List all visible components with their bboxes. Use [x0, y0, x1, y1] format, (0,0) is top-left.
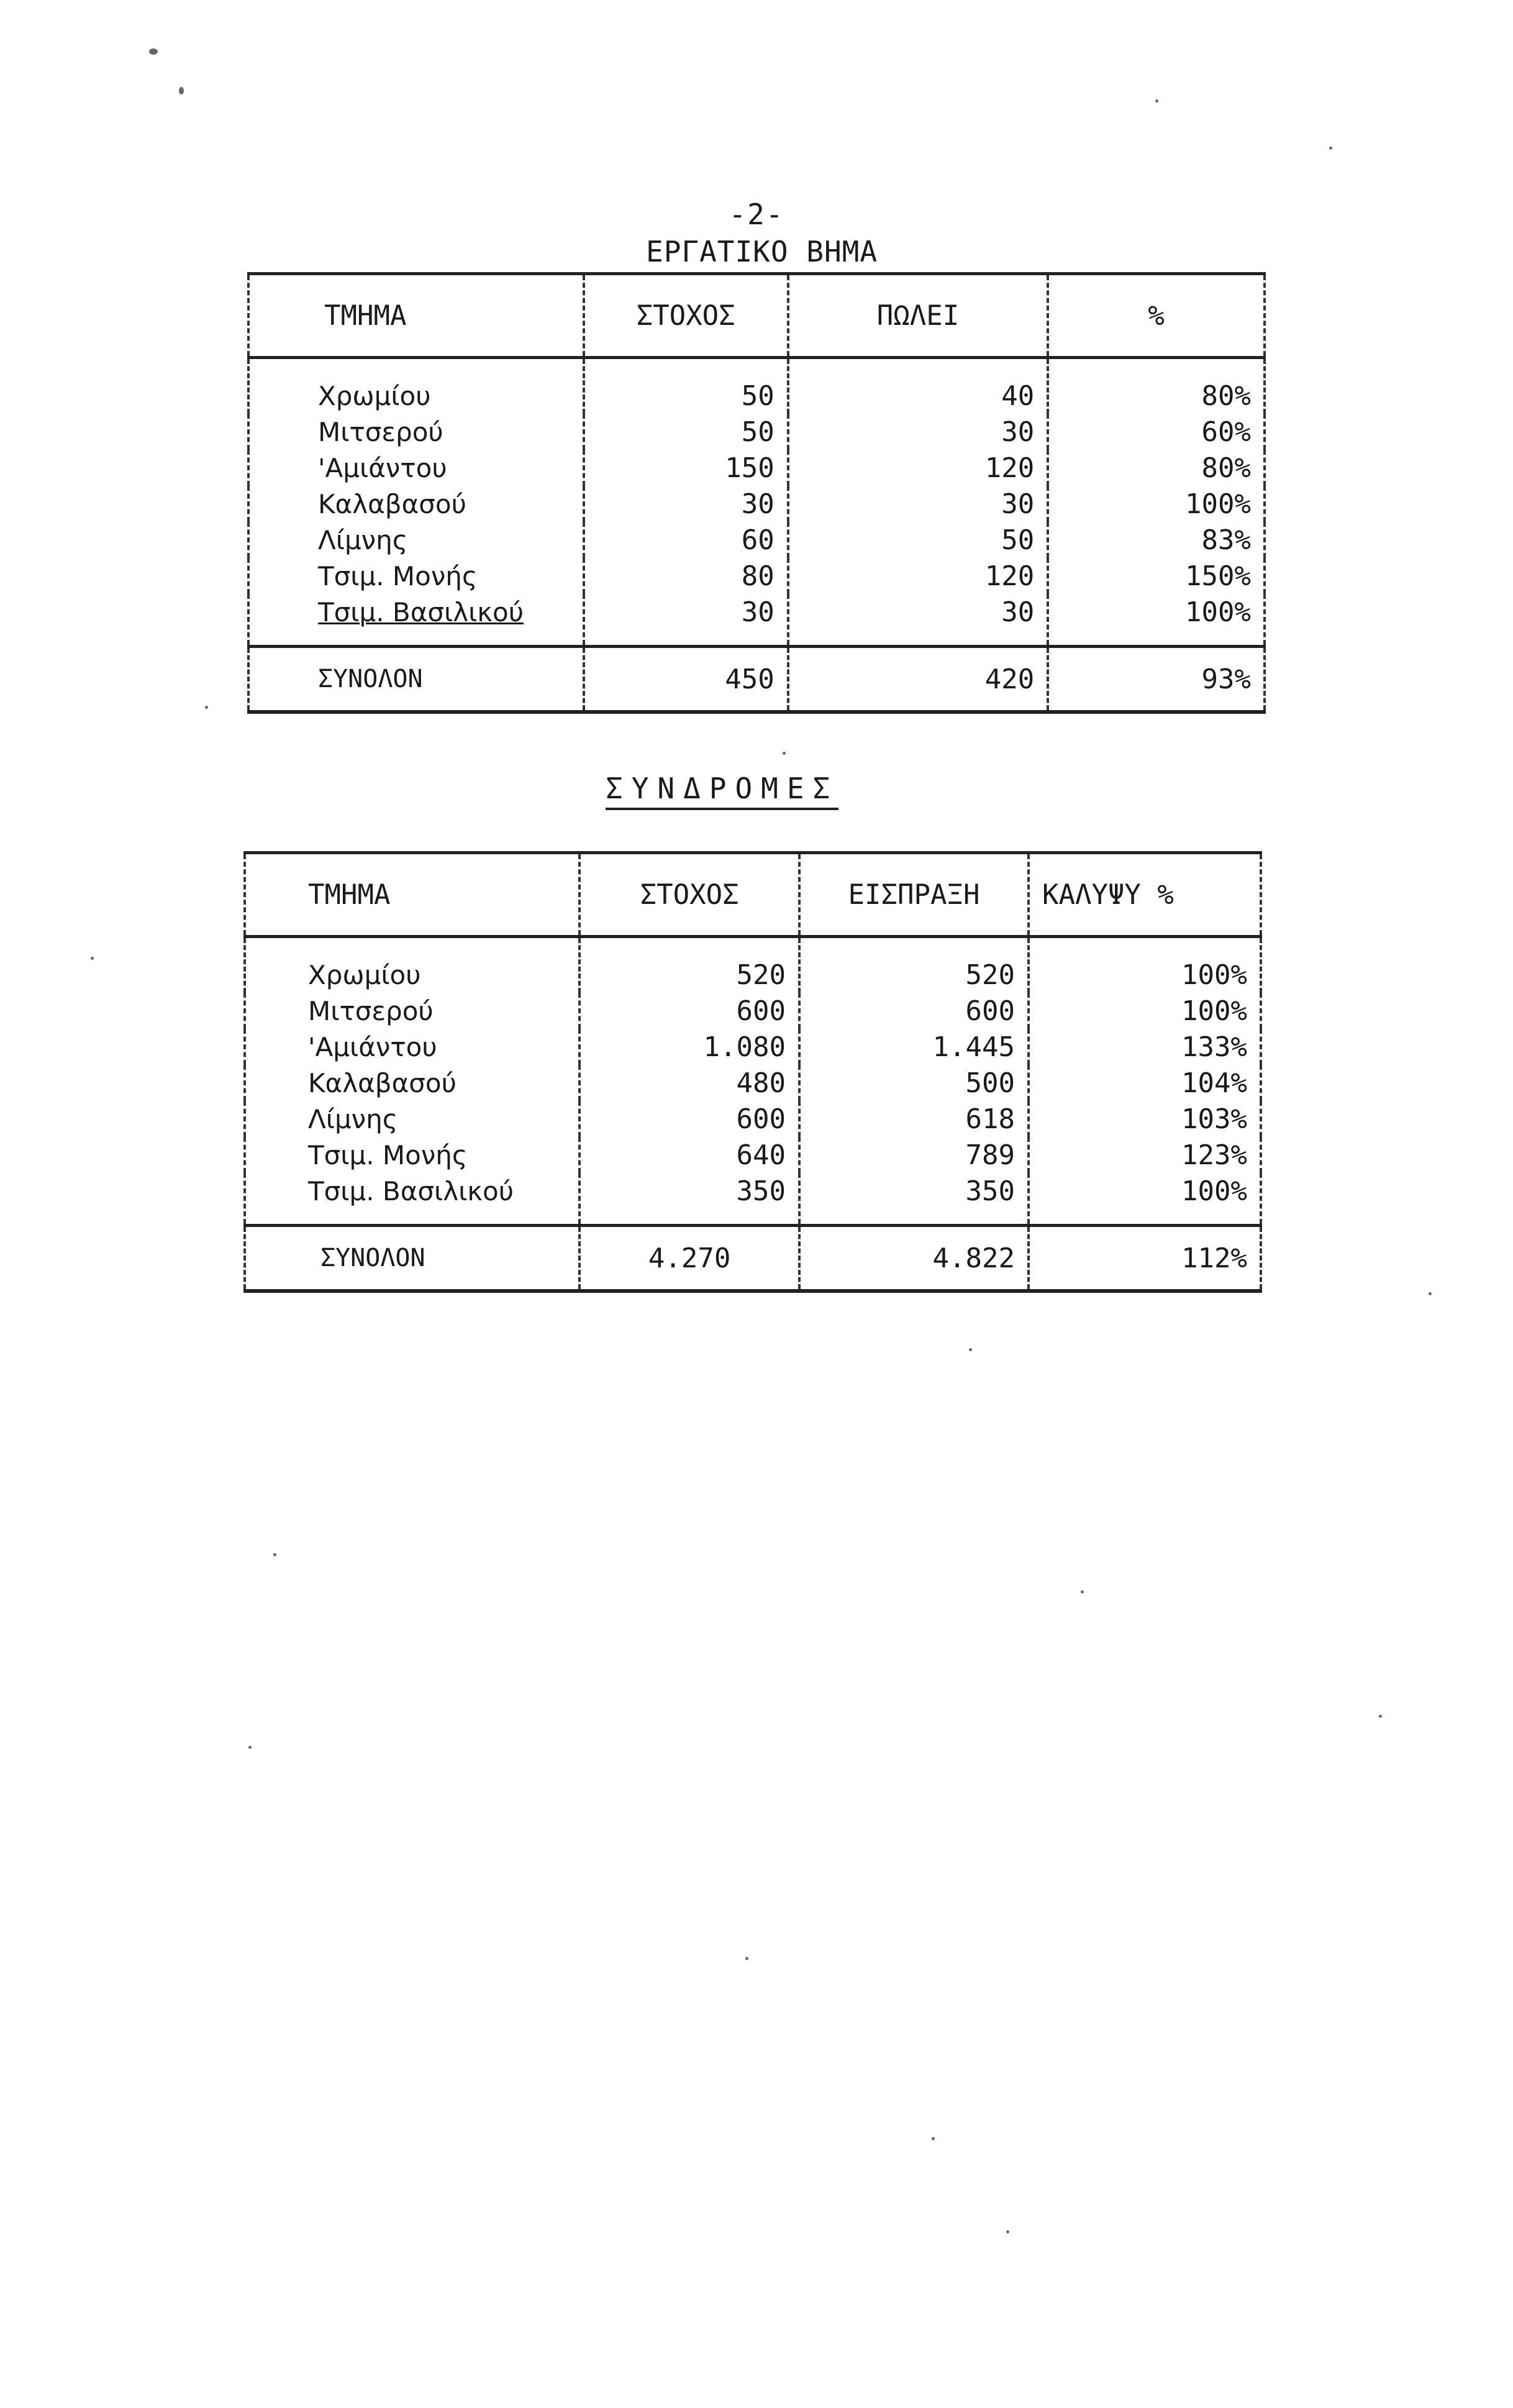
scan-speck: [248, 1746, 252, 1749]
table-syndromes: [243, 851, 1262, 1293]
row-target: 640: [579, 1137, 799, 1173]
row-sold: 30: [788, 414, 1048, 450]
row-label: Τσιμ. Βασιλικού: [245, 1173, 579, 1226]
row-coverage: 133%: [1029, 1029, 1261, 1065]
scan-speck: [1081, 1590, 1084, 1594]
row-target: 520: [579, 937, 799, 993]
row-target: 150: [584, 450, 788, 486]
header-stoxos: ΣΤΟΧΟΣ: [579, 853, 799, 937]
scan-speck: [1329, 147, 1332, 150]
row-coverage: 123%: [1029, 1137, 1261, 1173]
table-row: [248, 414, 1265, 450]
total-collected: 4.822: [799, 1226, 1029, 1292]
header-kalypsi: ΚΑΛΥΨΥ %: [1029, 853, 1261, 937]
row-collected: 789: [799, 1137, 1029, 1173]
row-target: 600: [579, 993, 799, 1029]
row-collected: 600: [799, 993, 1029, 1029]
scan-speck: [932, 2137, 935, 2140]
row-collected: 618: [799, 1101, 1029, 1137]
row-label: Τσιμ. Μονής: [248, 558, 584, 594]
table-row: [245, 1065, 1261, 1101]
table-row: [248, 358, 1265, 414]
scan-speck: [783, 752, 786, 755]
total-coverage: 112%: [1029, 1226, 1261, 1292]
row-coverage: 100%: [1029, 993, 1261, 1029]
row-label: Λίμνης: [245, 1101, 579, 1137]
table-row: [245, 1137, 1261, 1173]
row-percent: 100%: [1048, 594, 1265, 647]
table1-title: ΕΡΓΑΤΙΚΟ ΒΗΜΑ: [646, 235, 878, 268]
row-percent: 60%: [1048, 414, 1265, 450]
table-row: [248, 522, 1265, 558]
scan-speck: [205, 706, 208, 709]
scan-mark: [179, 87, 184, 94]
header-stoxos: ΣΤΟΧΟΣ: [584, 274, 788, 358]
row-collected: 520: [799, 937, 1029, 993]
scan-mark: [149, 48, 158, 55]
table2-header-row: [245, 853, 1261, 937]
header-tmima: ΤΜΗΜΑ: [248, 274, 584, 358]
row-coverage: 100%: [1029, 937, 1261, 993]
table-row: [245, 1029, 1261, 1065]
row-target: 1.080: [579, 1029, 799, 1065]
row-label: Καλαβασού: [248, 486, 584, 522]
row-target: 30: [584, 486, 788, 522]
row-sold: 50: [788, 522, 1048, 558]
row-label: [248, 594, 584, 647]
header-tmima: ΤΜΗΜΑ: [245, 853, 579, 937]
total-target: 450: [584, 647, 788, 713]
row-label: 'Αμιάντου: [245, 1029, 579, 1065]
table1-total-row: [248, 647, 1265, 713]
table2-title: ΣΥΝΔΡΟΜΕΣ: [606, 772, 838, 810]
row-label: 'Αμιάντου: [248, 450, 584, 486]
row-coverage: 103%: [1029, 1101, 1261, 1137]
row-label: Μιτσερού: [248, 414, 584, 450]
row-target: 600: [579, 1101, 799, 1137]
row-collected: 500: [799, 1065, 1029, 1101]
scan-speck: [91, 957, 94, 960]
page-number: -2-: [729, 198, 784, 231]
row-target: 350: [579, 1173, 799, 1226]
row-target: 480: [579, 1065, 799, 1101]
table-row: [245, 1101, 1261, 1137]
row-collected: 350: [799, 1173, 1029, 1226]
total-target: 4.270: [579, 1226, 799, 1292]
table-ergatiko-vima: [247, 272, 1266, 714]
table1-header-row: [248, 274, 1265, 358]
row-sold: 40: [788, 358, 1048, 414]
row-sold: 120: [788, 450, 1048, 486]
table-row: [248, 558, 1265, 594]
scan-speck: [1379, 1715, 1382, 1718]
row-label: Χρωμίου: [248, 358, 584, 414]
table-row: [248, 594, 1265, 647]
total-percent: 93%: [1048, 647, 1265, 713]
row-coverage: 100%: [1029, 1173, 1261, 1226]
table2-total-row: [245, 1226, 1261, 1292]
scan-speck: [1155, 99, 1158, 103]
row-sold: 30: [788, 594, 1048, 647]
table-row: [245, 993, 1261, 1029]
header-eispraxi: ΕΙΣΠΡΑΞΗ: [799, 853, 1029, 937]
row-sold: 120: [788, 558, 1048, 594]
row-label-text: Τσιμ. Βασιλικού: [318, 596, 524, 627]
row-percent: 150%: [1048, 558, 1265, 594]
total-label: ΣΥΝΟΛΟΝ: [245, 1226, 579, 1292]
row-target: 50: [584, 414, 788, 450]
header-polei: ΠΩΛΕΙ: [788, 274, 1048, 358]
scan-speck: [745, 1957, 748, 1960]
scan-speck: [969, 1348, 972, 1351]
row-percent: 100%: [1048, 486, 1265, 522]
row-percent: 83%: [1048, 522, 1265, 558]
row-label: Καλαβασού: [245, 1065, 579, 1101]
row-label: Χρωμίου: [245, 937, 579, 993]
scan-speck: [273, 1553, 276, 1556]
row-label: Λίμνης: [248, 522, 584, 558]
row-label: Τσιμ. Μονής: [245, 1137, 579, 1173]
scan-speck: [1006, 2230, 1009, 2233]
row-target: 60: [584, 522, 788, 558]
table-row: [248, 450, 1265, 486]
row-target: 80: [584, 558, 788, 594]
table-row: [245, 937, 1261, 993]
table-row: [245, 1173, 1261, 1226]
row-sold: 30: [788, 486, 1048, 522]
row-target: 50: [584, 358, 788, 414]
row-percent: 80%: [1048, 450, 1265, 486]
header-percent: %: [1048, 274, 1265, 358]
table-row: [248, 486, 1265, 522]
row-target: 30: [584, 594, 788, 647]
row-percent: 80%: [1048, 358, 1265, 414]
total-label: ΣΥΝΟΛΟΝ: [248, 647, 584, 713]
row-label: Μιτσερού: [245, 993, 579, 1029]
row-coverage: 104%: [1029, 1065, 1261, 1101]
total-sold: 420: [788, 647, 1048, 713]
row-collected: 1.445: [799, 1029, 1029, 1065]
scan-speck: [1429, 1292, 1432, 1295]
